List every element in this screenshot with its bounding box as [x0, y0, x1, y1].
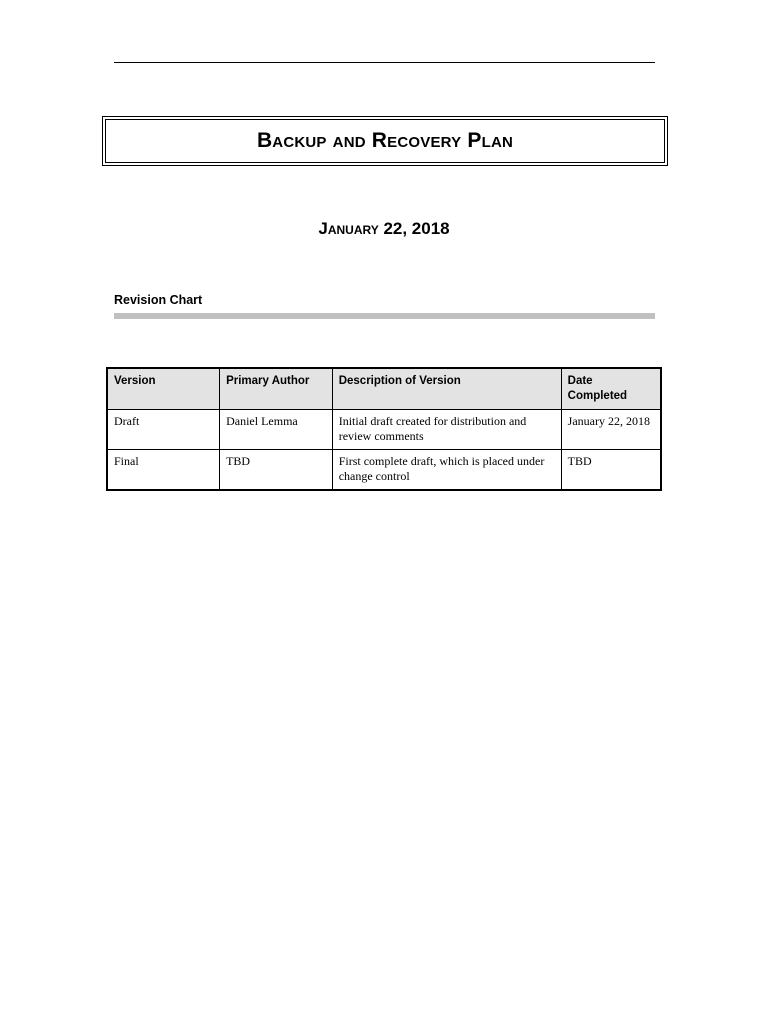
column-header-author: Primary Author	[220, 368, 333, 410]
column-header-version: Version	[107, 368, 220, 410]
cell-date: TBD	[561, 450, 661, 491]
cell-version: Draft	[107, 410, 220, 450]
table-header-row	[107, 368, 661, 410]
cell-version: Final	[107, 450, 220, 491]
column-header-description: Description of Version	[332, 368, 561, 410]
section-divider	[114, 313, 655, 319]
cell-author: Daniel Lemma	[220, 410, 333, 450]
document-date: January 22, 2018	[318, 219, 450, 238]
table-row	[107, 450, 661, 491]
column-header-date: Date Completed	[561, 368, 661, 410]
header-rule	[114, 62, 655, 63]
document-title: Backup and Recovery Plan	[105, 119, 665, 163]
table-row	[107, 410, 661, 450]
cell-date: January 22, 2018	[561, 410, 661, 450]
cell-description: Initial draft created for distribution and review comments	[332, 410, 561, 450]
title-box	[102, 116, 668, 166]
section-heading: Revision Chart	[114, 293, 203, 307]
cell-author: TBD	[220, 450, 333, 491]
revision-table	[106, 367, 662, 491]
cell-description: First complete draft, which is placed under change control	[332, 450, 561, 491]
